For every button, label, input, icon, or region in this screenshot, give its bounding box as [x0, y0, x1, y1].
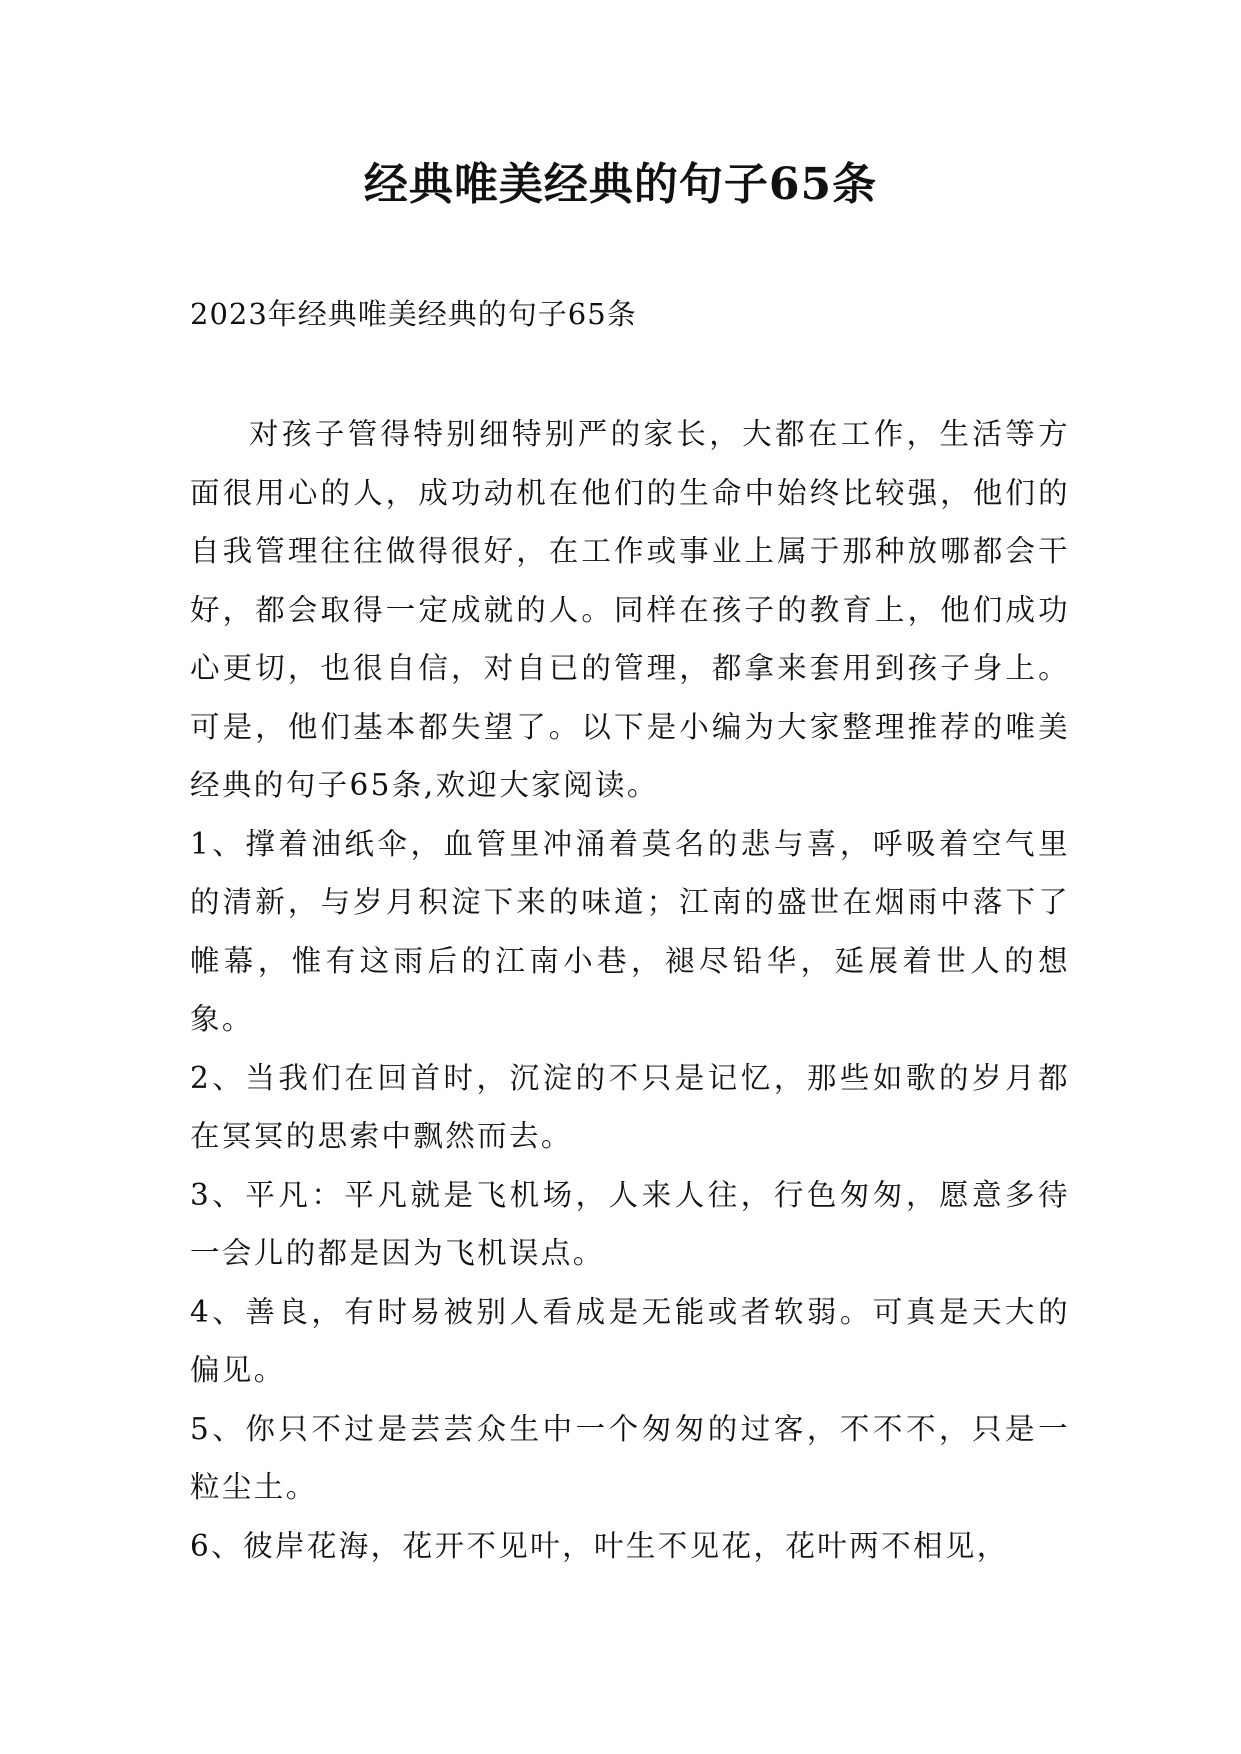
list-item: 5、你只不过是芸芸众生中一个匆匆的过客，不不不，只是一粒尘土。 — [190, 1411, 1070, 1504]
list-item: 6、彼岸花海，花开不见叶，叶生不见花，花叶两不相见， — [190, 1528, 1009, 1563]
document-body — [190, 405, 1070, 1575]
list-item: 2、当我们在回首时，沉淀的不只是记忆，那些如歌的岁月都在冥冥的思索中飘然而去。 — [190, 1060, 1070, 1153]
document-subtitle: 2023年经典唯美经典的句子65条 — [190, 297, 637, 331]
document-title: 经典唯美经典的句子65条 — [363, 159, 878, 210]
list-item: 1、撑着油纸伞，血管里冲涌着莫名的悲与喜，呼吸着空气里的清新，与岁月积淀下来的味道；江南的盛世在烟雨中落下了帷幕，惟有这雨后的江南小巷，褪尽铅华，延展着世人的想象。 — [190, 826, 1070, 1036]
list-item: 3、平凡：平凡就是飞机场，人来人往，行色匆匆，愿意多待一会儿的都是因为飞机误点。 — [190, 1177, 1070, 1270]
intro-paragraph: 对孩子管得特别细特别严的家长，大都在工作，生活等方面很用心的人，成功动机在他们的生命中始终比较强，他们的自我管理往往做得很好，在工作或事业上属于那种放哪都会干好，都会取得一定成就的人。同样在孩子的教育上，他们成功心更切，也很自信，对自已的管理，都拿来套用到孩子身上。可是，他们基本都失望了。以下是小编为大家整理推荐的唯美经典的句子65条,欢迎大家阅读。 — [190, 417, 1070, 802]
list-item: 4、善良，有时易被别人看成是无能或者软弱。可真是天大的偏见。 — [190, 1294, 1070, 1387]
